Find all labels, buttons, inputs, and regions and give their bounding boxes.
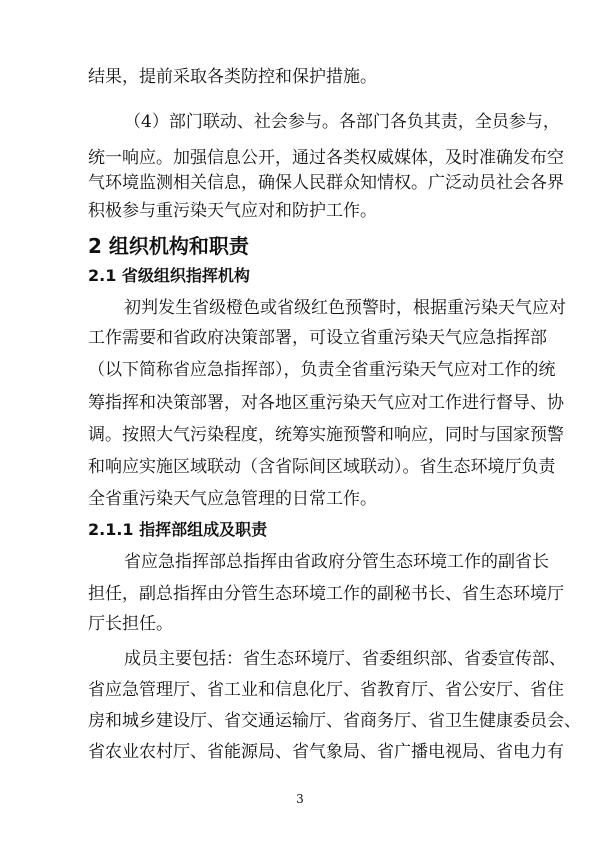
section-heading: 2 组织机构和职责 [88, 234, 249, 258]
subsubsection-heading: 2.1.1 指挥部组成及职责 [88, 520, 268, 539]
body-line: 省应急指挥部总指挥由省政府分管生态环境工作的副省长 [124, 552, 549, 572]
page-number: 3 [296, 792, 304, 806]
body-line: 调。按照大气污染程度，统筹实施预警和响应，同时与国家预警 [88, 425, 564, 445]
body-line: 担任，副总指挥由分管生态环境工作的副秘书长、省生态环境厅 [88, 584, 564, 604]
body-line: 全省重污染天气应急管理的日常工作。 [88, 489, 377, 509]
body-line: 成员主要包括：省生态环境厅、省委组织部、省委宣传部、 [124, 649, 566, 669]
body-line: 筹指挥和决策部署，对各地区重污染天气应对工作进行督导、协 [88, 393, 564, 413]
body-line: 统一响应。加强信息公开，通过各类权威媒体，及时准确发布空 [88, 148, 564, 168]
subsection-heading: 2.1 省级组织指挥机构 [88, 266, 250, 285]
body-line: 省应急管理厅、省工业和信息化厅、省教育厅、省公安厅、省住 [88, 680, 564, 700]
body-line: （4）部门联动、社会参与。各部门各负其责，全员参与， [124, 112, 560, 132]
body-line: 初判发生省级橙色或省级红色预警时，根据重污染天气应对 [124, 298, 566, 318]
body-line: 气环境监测相关信息，确保人民群众知情权。广泛动员社会各界 [88, 173, 564, 193]
body-line: 工作需要和省政府决策部署，可设立省重污染天气应急指挥部 [88, 328, 547, 348]
body-line: 厅长担任。 [88, 614, 173, 634]
body-line: 房和城乡建设厅、省交通运输厅、省商务厅、省卫生健康委员会、 [88, 711, 581, 731]
body-line: 和响应实施区域联动（含省际间区域联动）。省生态环境厅负责 [88, 457, 556, 477]
body-line: 积极参与重污染天气应对和防护工作。 [88, 201, 377, 221]
body-line: 结果，提前采取各类防控和保护措施。 [88, 67, 377, 87]
body-line: （以下简称省应急指挥部），负责全省重污染天气应对工作的统 [88, 360, 556, 380]
body-line: 省农业农村厅、省能源局、省气象局、省广播电视局、省电力有 [88, 742, 564, 762]
